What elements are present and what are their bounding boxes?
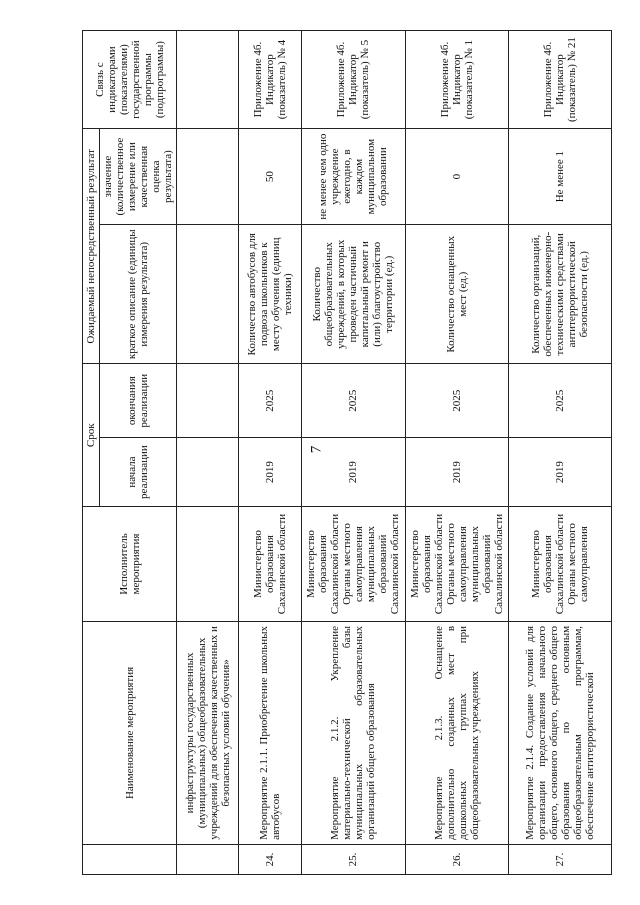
header-term-start: начала реализации xyxy=(100,438,177,507)
row-executor: Министерство образования Сахалинской области xyxy=(239,507,301,622)
row-value: не менее чем одно учреждение ежегодно, в каждом муниципальном образовании xyxy=(301,129,405,225)
row-link: Приложение 4б. Индикатор (показатель) № 1 xyxy=(405,31,509,129)
row-num: 27. xyxy=(509,844,612,874)
header-term-end: окончания реализации xyxy=(100,364,177,438)
row-start: 2019 xyxy=(509,438,612,507)
row-start: 2019 xyxy=(405,438,509,507)
row-value: 50 xyxy=(239,129,301,225)
row-end: 2025 xyxy=(301,364,405,438)
row-desc: Количество организаций, обеспеченных инженерно-техническими средствами антитеррористической безопасности (ед.) xyxy=(509,225,612,364)
table-row xyxy=(509,31,612,875)
page-number: 7 xyxy=(308,445,325,454)
header-link: Связь с индикаторами (показателями) государственной программы (подпрограммы) xyxy=(83,31,177,129)
table-row xyxy=(301,31,405,875)
header-result-value: значение (количественное измерение или качественная оценка результата) xyxy=(100,129,177,225)
row-executor: Министерство образования Сахалинской области Органы местного самоуправления xyxy=(509,507,612,622)
row-value: Не менее 1 xyxy=(509,129,612,225)
row-desc: Количество автобусов для подвоза школьников к месту обучения (единиц техники) xyxy=(239,225,301,364)
row-link: Приложение 4б. Индикатор (показатель) № 21 xyxy=(509,31,612,129)
row-name: Мероприятие 2.1.1. Приобретение школьных автобусов xyxy=(239,621,301,844)
row-num: 25. xyxy=(301,844,405,874)
row-value: 0 xyxy=(405,129,509,225)
row-start: 2019 xyxy=(301,438,405,507)
row-num: 24. xyxy=(239,844,301,874)
measures-table xyxy=(82,30,612,875)
header-num xyxy=(83,844,177,874)
row-name: Мероприятие 2.1.4. Создание условий для организации предоставления начального общего, основного общего, среднего общего образования по основным общеобразовательным программам, обеспечение антитеррористической xyxy=(509,621,612,844)
header-term: Срок xyxy=(83,364,100,507)
header-name: Наименование мероприятия xyxy=(83,621,177,844)
row-end: 2025 xyxy=(509,364,612,438)
row-start: 2019 xyxy=(239,438,301,507)
table-row xyxy=(239,31,301,875)
row-executor: Министерство образования Сахалинской области Органы местного самоуправления муниципальных образований Сахалинской области xyxy=(405,507,509,622)
row-end: 2025 xyxy=(239,364,301,438)
section-title: инфраструктуры государственных (муниципальных) общеобразовательных учреждений для обеспечения качественных и безопасных условий обучения» xyxy=(177,621,239,844)
header-executor: Исполнитель мероприятия xyxy=(83,507,177,622)
row-end: 2025 xyxy=(405,364,509,438)
row-link: Приложение 4б. Индикатор (показатель) № 5 xyxy=(301,31,405,129)
header-result: Ожидаемый непосредственный результат xyxy=(83,129,100,364)
row-executor: Министерство образования Сахалинской области Органы местного самоуправления муниципальных образований Сахалинской области xyxy=(301,507,405,622)
row-desc: Количество оснащенных мест (ед.) xyxy=(405,225,509,364)
header-result-desc: краткое описание (единицы измерения результата) xyxy=(100,225,177,364)
table-row xyxy=(405,31,509,875)
row-name: Мероприятие 2.1.3. Оснащение дополнительно созданных мест в дошкольных группах при общеобразовательных учреждениях xyxy=(405,621,509,844)
row-num: 26. xyxy=(405,844,509,874)
row-desc: Количество общеобразовательных учреждений, в которых проведен частичный капитальный ремонт и (или) благоустройство территории (ед.) xyxy=(301,225,405,364)
section-row xyxy=(177,31,239,875)
row-name: Мероприятие 2.1.2. Укрепление материально-технической базы муниципальных образовательных организаций общего образования xyxy=(301,621,405,844)
row-link: Приложение 4б. Индикатор (показатель) № 4 xyxy=(239,31,301,129)
rotated-table-container xyxy=(82,30,612,875)
